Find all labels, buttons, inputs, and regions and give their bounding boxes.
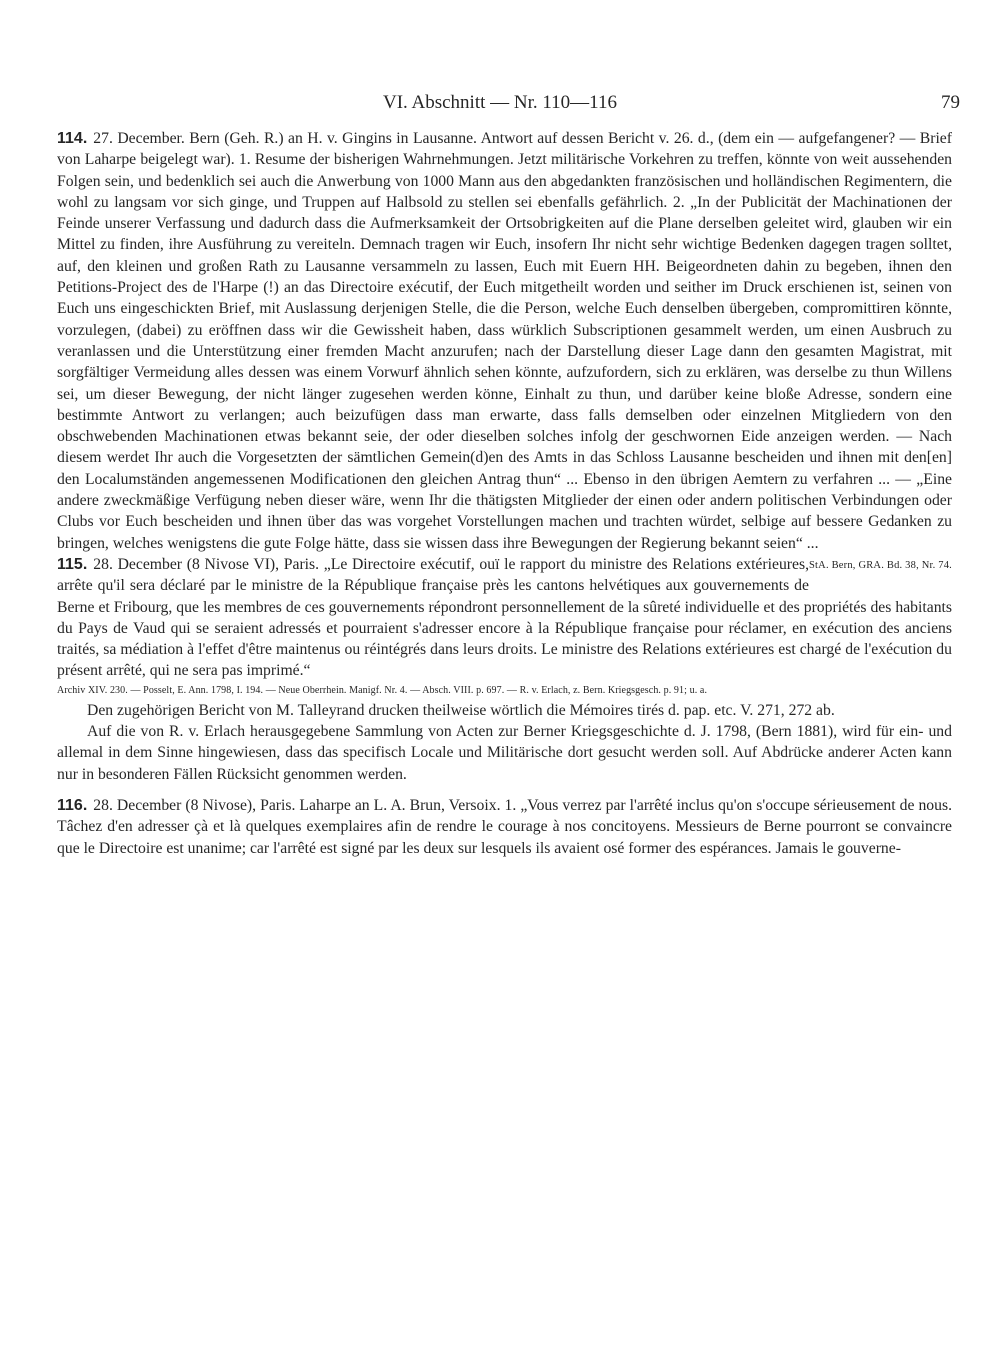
entry-number: 116. (57, 796, 88, 814)
page-header (0, 92, 1000, 122)
note-paragraph: Auf die von R. v. Erlach herausgegebene Sammlung von Acten zur Berner Kriegsgeschichte d. J. 1798, (Bern 1881), wird für ein- und allemal in dem Sinne hingewiesen, dass das specifisch Locale und Militärische dort gesucht werden soll. Auf Abdrücke anderer Acten kann nur in besonderen Fällen Rücksicht genommen werden. (57, 723, 952, 783)
source-reference: StA. Bern, GRA. Bd. 38, Nr. 74. (809, 559, 952, 571)
entry-number: 114. (57, 130, 88, 147)
entry-text: 28. December (8 Nivose VI), Paris. „Le Directoire exécutif, ouï le rapport du ministre des Relations extérieures, arrête qu'il sera déclaré par le ministre de la République française près les cantons helvétiques aux gouvernements de Berne et Fribourg, que les membres de ces gouvernements répondront personnellement de la sûreté individuelle et des propriétés des habitants du Pays de Vaud qui se seraient adressés et pourraient s'adresser encore à la République française pour réclamer, en exécution des anciens traités, sa médiation à l'effet d'être maintenus ou réintégrés dans leurs droits. Le ministre des Relations extérieures est chargé de l'exécution du présent arrêté, qui ne sera pas imprimé.“ (57, 555, 952, 680)
entry-text: 27. December. Bern (Geh. R.) an H. v. Gingins in Lausanne. Antwort auf dessen Bericht v. 26. d., (dem ein — aufgefangener? — Brief von Laharpe beigelegt war). 1. Resume der bisherigen Wahrnehmungen. Jetzt militärische Vorkehren zu treffen, könnte von weit aussehenden Folgen sein, und bedenklich sei auch die Anwerbung von 1000 Mann aus den abgedankten französischen und holländischen Regimentern, die wohl zu langsam vor sich ginge, und Truppen auf Halbsold zu stellen sei ebenfalls gefährlich. 2. „In der Publicität der Machinationen der Feinde unserer Verfassung und dadurch dass die Aufmerksamkeit der Ortsobrigkeiten auf die Plane derselben geleitet wird, glauben wir ein Mittel zu finden, ihre Ausführung zu vereiteln. Demnach tragen wir Euch, insofern Ihr nicht sehr wichtige Bedenken dagegen tragen solltet, auf, den kleinen und großen Rath zu Lausanne versammeln zu lassen, Euch mit Euern HH. Beigeordneten dahin zu begeben, ihnen den Petitions-Project des de l'Harpe (!) an das Directoire exécutif, der Euch mitgetheilt worden und seither im Druck erschienen ist, seinen von Euch uns eingeschickten Brief, mit Auslassung derjenigen Stelle, die die Person, welche Euch denselben übergeben, compromittiren könnte, vorzulegen, (dabei) zu eröffnen dass wir die Gewissheit haben, dass würklich Subscriptionen gesammelt werden, um einen Ausbruch zu veranlassen und die Unterstützung einer fremden Macht anzurufen; nach der Darstellung dieser Lage dann den gesamten Magistrat, mit sorgfältiger Vermeidung alles dessen was einem Vorwurf ähnlich sehen könnte, aufzufordern, sich zu erklären, was derselbe zu thun Willens sei, um dieser Bewegung, der nicht länger zugesehen werden könne, Einhalt zu thun, und darüber keine bloße Adresse, sondern eine bestimmte Antwort zu verlangen; auch beizufügen dass man erwarte, dass falls demselben oder einzelnen Mitgliedern von den obschwebenden Machinationen etwas bekannt seie, der oder dieselben solches infolg der geschwornen Eide anzeigen werden. — Nach diesem werdet Ihr auch die Vorgesetzten der sämtlichen Gemein(d)en des Amts in das Schloss Lausanne bescheiden und ihnen mit den[en] den Localumständen angemessenen Modificationen den gleichen Antrag thun“ ... Ebenso in den übrigen Aemtern zu verfahren ... — „Eine andere zweckmäßige Verfügung neben dieser wäre, wenn Ihr die thätigsten Mitglieder der einen oder andern politischen Verbindungen oder Clubs vor Euch bescheiden und ihnen über das was vorgehet Vorstellungen machen und trachten würdet, selbige auf bessere Gedanken zu bringen, welches wenigstens die gute Folge hätte, dass sie wissen dass ihre Bewegungen der Regierung bekannt seien“ ... (57, 130, 952, 552)
note-paragraph: Den zugehörigen Bericht von M. Talleyrand drucken theilweise wörtlich die Mémoires tirés d. pap. etc. V. 271, 272 ab. (87, 701, 835, 719)
section-gap (57, 785, 952, 795)
running-title: VI. Abschnitt — Nr. 110—116 (383, 92, 617, 113)
page-number: 79 (941, 92, 960, 113)
page-body (57, 128, 952, 859)
entry-116 (57, 795, 952, 859)
entry-text: 28. December (8 Nivose), Paris. Laharpe an L. A. Brun, Versoix. 1. „Vous verrez par l'arrêté inclus qu'on s'occupe sérieusement de nous. Tâchez d'en adresser çà et là quelques exemplaires afin de rendre le courage à nos concitoyens. Messieurs de Berne pourront se convaincre que le Directoire est unanime; car l'arrêté est signé par les deux sur lesquels ils avaient osé former des espérances. Jamais le gouverne- (57, 796, 952, 857)
entry-number: 115. (57, 555, 88, 573)
citation-line: Archiv XIV. 230. — Posselt, E. Ann. 1798, I. 194. — Neue Oberrhein. Manigf. Nr. 4. — Absch. VIII. p. 697. — R. v. Erlach, z. Bern. Kriegsgesch. p. 91; u. a. (57, 684, 708, 696)
